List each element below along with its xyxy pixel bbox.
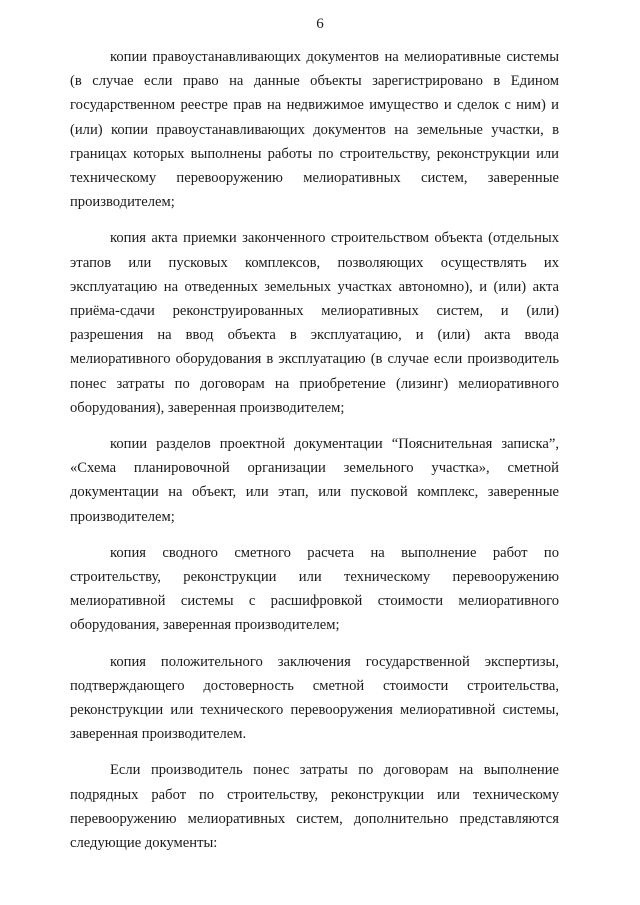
paragraph-1: копии правоустанавливающих документов на мелиоративные системы (в случае если право на данные объекты зарегистрировано в Едином государственном реестре прав на недвижимое имущество и сделок с ним) и (или) копии правоустанавливающих документов на земельные участки, в границах которых выполнены работы по строительству, реконструкции или техническому перевооружению мелиоративных систем, заверенные производителем;: [70, 49, 559, 211]
paragraph-6: Если производитель понес затраты по договорам на выполнение подрядных работ по строительству, реконструкции или техническому перевооружению мелиоративных систем, дополнительно представляются следующие документы:: [70, 762, 559, 852]
paragraph-5: копия положительного заключения государственной экспертизы, подтверждающего достоверность сметной стоимости строительства, реконструкции или технического перевооружения мелиоративной системы, заверенная производителем.: [70, 653, 559, 743]
paragraph-4: копия сводного сметного расчета на выполнение работ по строительству, реконструкции или техническому перевооружению мелиоративной системы с расшифровкой стоимости мелиоративного оборудования, заверенная производителем;: [70, 544, 559, 634]
document-body: [70, 45, 559, 855]
paragraph-2: копия акта приемки законченного строительством объекта (отдельных этапов или пусковых комплексов, позволяющих осуществлять их эксплуатацию на отведенных земельных участках автономно), и (или) акта приёма-сдачи реконструированных мелиоративных систем, и (или) разрешения на ввод объекта в эксплуатацию, и (или) акта ввода мелиоративного оборудования в эксплуатацию (в случае если производитель понес затраты по договорам на приобретение (лизинг) мелиоративного оборудования), заверенная производителем;: [70, 230, 559, 416]
page-number: 6: [316, 16, 324, 32]
paragraph-3: копии разделов проектной документации “Пояснительная записка”, «Схема планировочной организации земельного участка», сметной документации на объект, или этап, или пусковой комплекс, заверенные производителем;: [70, 436, 559, 525]
